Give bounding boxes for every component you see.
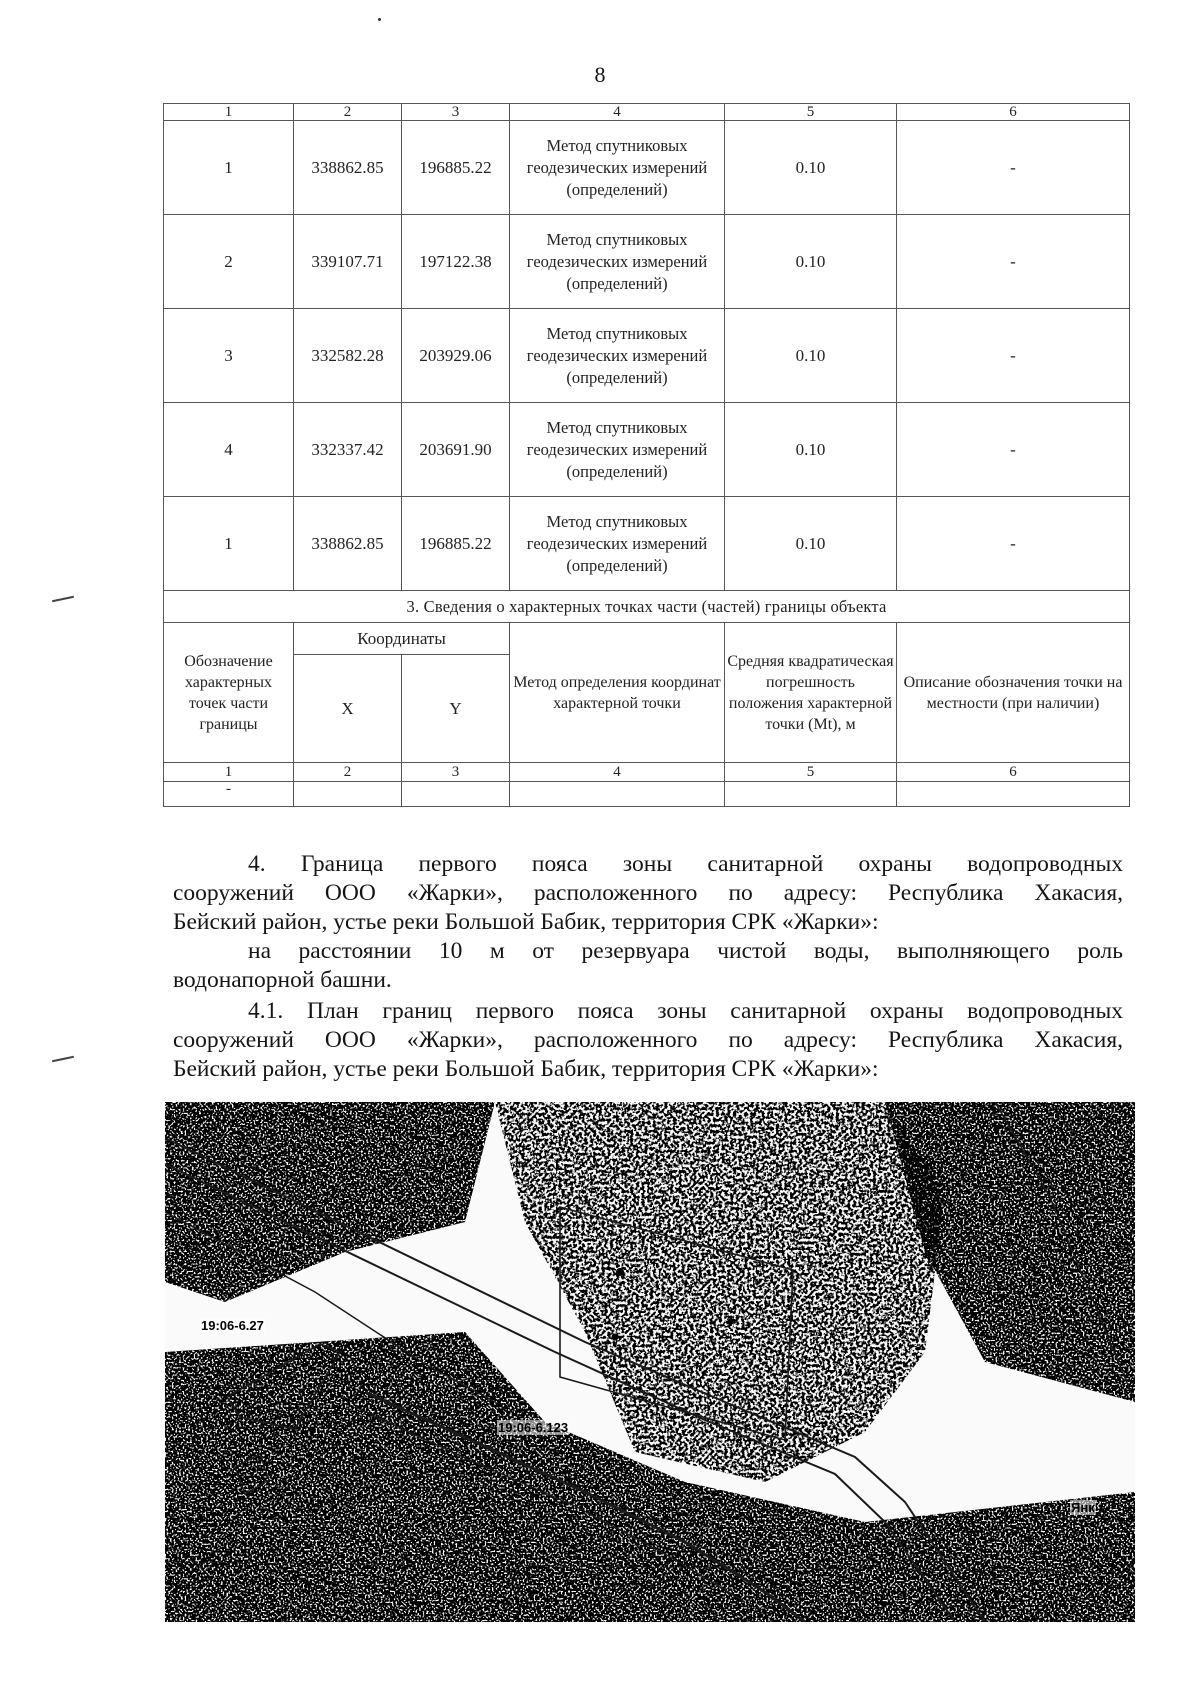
column-number-row xyxy=(164,763,1130,782)
column-number: 4 xyxy=(510,104,725,121)
coord-y: 203929.06 xyxy=(402,309,510,403)
map-watermark-label: Янк xyxy=(1071,1500,1095,1515)
column-number: 2 xyxy=(294,104,402,121)
coord-y: 197122.38 xyxy=(402,215,510,309)
empty-cell xyxy=(294,782,402,807)
coordinates-table xyxy=(163,103,1130,807)
text-line: водонапорной башни. xyxy=(173,967,392,993)
boundary-plan-map xyxy=(165,1102,1135,1622)
coord-y: 196885.22 xyxy=(402,497,510,591)
point-description: - xyxy=(897,309,1130,403)
section-title-row xyxy=(164,591,1130,623)
accuracy: 0.10 xyxy=(725,497,897,591)
point-description: - xyxy=(897,215,1130,309)
point-id: 3 xyxy=(164,309,294,403)
header-description: Описание обозначения точки на местности (при наличии) xyxy=(897,623,1130,763)
coord-y: 196885.22 xyxy=(402,121,510,215)
column-number: 1 xyxy=(164,763,294,782)
empty-cell xyxy=(725,782,897,807)
column-number: 6 xyxy=(897,104,1130,121)
method: Метод спутниковых геодезических измерений (определений) xyxy=(510,309,725,403)
text-line: сооружений ООО «Жарки», расположенного по адресу: Республика Хакасия, xyxy=(173,880,1123,906)
cadastral-label: 19:06-6.27 xyxy=(201,1318,264,1333)
column-number: 5 xyxy=(725,763,897,782)
column-number: 2 xyxy=(294,763,402,782)
method: Метод спутниковых геодезических измерений (определений) xyxy=(510,497,725,591)
text-line: 4.1. План границ первого пояса зоны санитарной охраны водопроводных xyxy=(248,998,1123,1024)
header-y: Y xyxy=(402,655,510,763)
empty-cell xyxy=(510,782,725,807)
header-method: Метод определения координат характерной точки xyxy=(510,623,725,763)
margin-mark xyxy=(52,596,74,603)
method: Метод спутниковых геодезических измерений (определений) xyxy=(510,215,725,309)
table-row xyxy=(164,215,1130,309)
column-number: 6 xyxy=(897,763,1130,782)
method: Метод спутниковых геодезических измерений (определений) xyxy=(510,403,725,497)
header-x: X xyxy=(294,655,402,763)
column-number: 3 xyxy=(402,763,510,782)
accuracy: 0.10 xyxy=(725,121,897,215)
paragraph-4 xyxy=(173,850,1123,995)
coord-x: 338862.85 xyxy=(294,121,402,215)
header-coordinates: Координаты xyxy=(294,623,510,655)
section-title: 3. Сведения о характерных точках части (частей) границы объекта xyxy=(164,591,1130,623)
accuracy: 0.10 xyxy=(725,215,897,309)
coord-x: 338862.85 xyxy=(294,497,402,591)
point-id: 4 xyxy=(164,403,294,497)
column-number: 3 xyxy=(402,104,510,121)
page-number: 8 xyxy=(594,62,606,87)
accuracy: 0.10 xyxy=(725,403,897,497)
column-number: 5 xyxy=(725,104,897,121)
text-line: 4. Граница первого пояса зоны санитарной охраны водопроводных xyxy=(248,851,1123,877)
cadastral-label: 19:06-6.123 xyxy=(498,1420,569,1435)
table-header-row xyxy=(164,623,1130,655)
coord-x: 332337.42 xyxy=(294,403,402,497)
point-description: - xyxy=(897,403,1130,497)
table-row xyxy=(164,403,1130,497)
table-row xyxy=(164,497,1130,591)
margin-mark xyxy=(52,1056,74,1063)
text-line: на расстоянии 10 м от резервуара чистой воды, выполняющего роль xyxy=(248,938,1123,964)
coord-x: 339107.71 xyxy=(294,215,402,309)
table-row xyxy=(164,309,1130,403)
column-number-row xyxy=(164,104,1130,121)
text-line: Бейский район, устье реки Большой Бабик, территория СРК «Жарки»: xyxy=(173,909,879,935)
header-designation: Обозначение характерных точек части границы xyxy=(164,623,294,763)
map-image xyxy=(165,1102,1135,1622)
paragraph-4-1 xyxy=(173,997,1123,1084)
text-line: Бейский район, устье реки Большой Бабик, территория СРК «Жарки»: xyxy=(173,1056,879,1082)
text-line: сооружений ООО «Жарки», расположенного по адресу: Республика Хакасия, xyxy=(173,1027,1123,1053)
column-number: 1 xyxy=(164,104,294,121)
point-id: 1 xyxy=(164,121,294,215)
header-accuracy: Средняя квадратическая погрешность положения характерной точки (Mt), м xyxy=(725,623,897,763)
accuracy: 0.10 xyxy=(725,309,897,403)
empty-cell: - xyxy=(164,782,294,807)
empty-cell xyxy=(402,782,510,807)
point-description: - xyxy=(897,497,1130,591)
scan-speck xyxy=(378,18,381,21)
coord-y: 203691.90 xyxy=(402,403,510,497)
point-description: - xyxy=(897,121,1130,215)
empty-cell xyxy=(897,782,1130,807)
table-row xyxy=(164,121,1130,215)
point-id: 1 xyxy=(164,497,294,591)
coord-x: 332582.28 xyxy=(294,309,402,403)
point-id: 2 xyxy=(164,215,294,309)
table-row xyxy=(164,782,1130,807)
column-number: 4 xyxy=(510,763,725,782)
method: Метод спутниковых геодезических измерений (определений) xyxy=(510,121,725,215)
